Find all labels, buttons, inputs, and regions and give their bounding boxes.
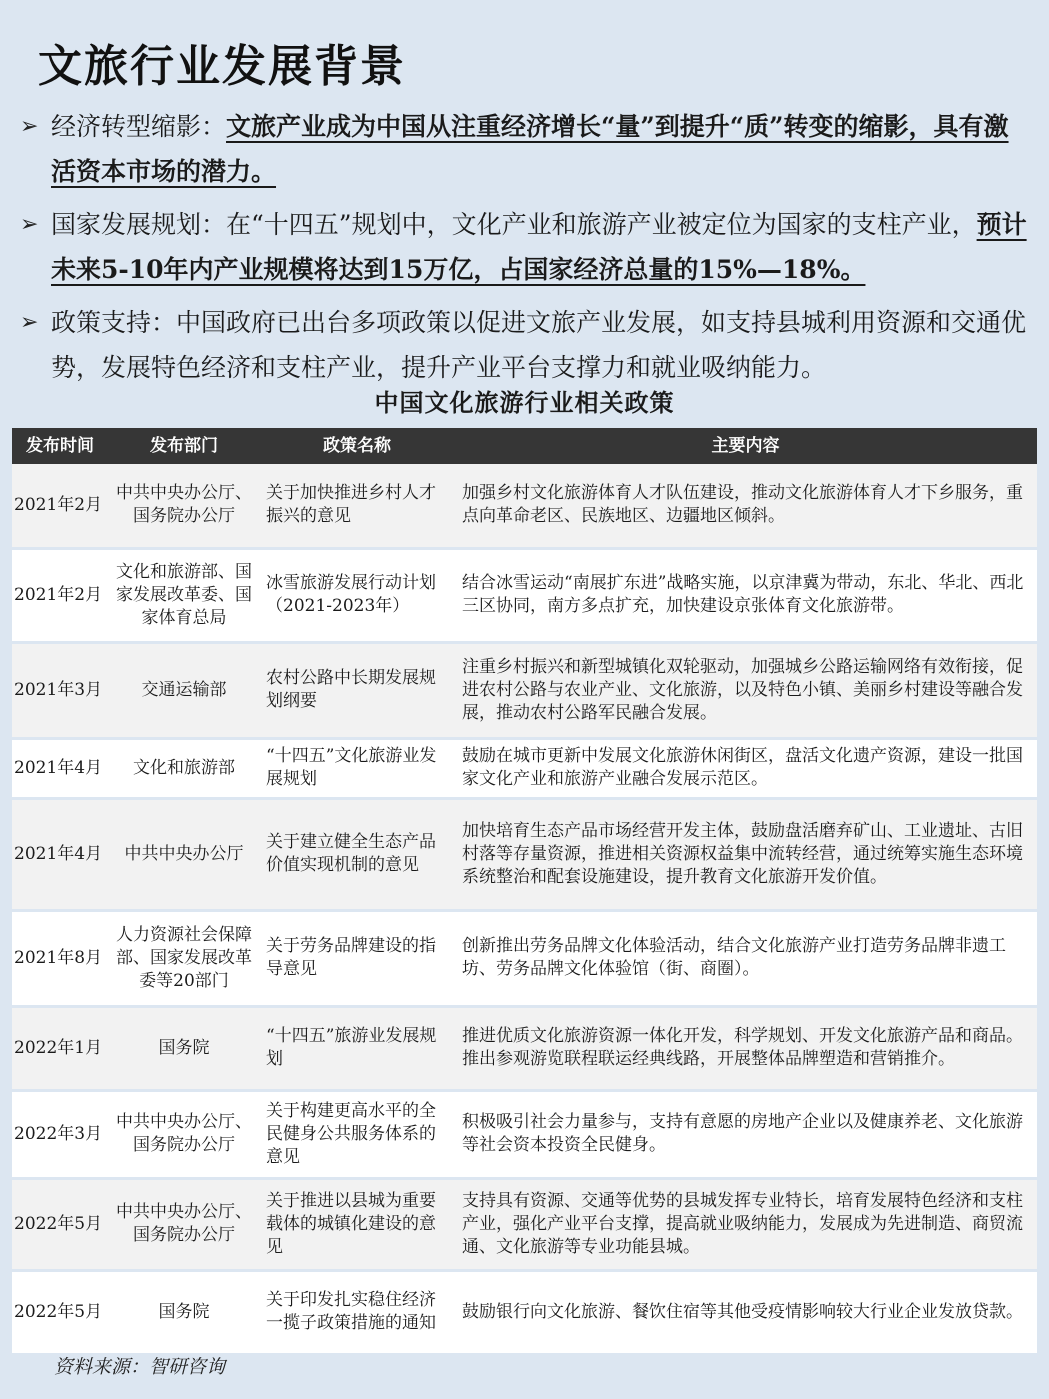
- cell-content: 鼓励在城市更新中发展文化旅游休闲街区，盘活文化遗产资源，建设一批国家文化产业和旅游产业融合发展示范区。: [454, 738, 1037, 798]
- cell-policy-name: 农村公路中长期发展规划纲要: [260, 642, 454, 738]
- table-row: [12, 738, 1037, 798]
- source-note: 资料来源：智研咨询: [54, 1356, 226, 1378]
- cell-date: 2021年8月: [12, 910, 108, 1006]
- cell-date: 2022年5月: [12, 1178, 108, 1270]
- cell-dept: 国务院: [108, 1006, 260, 1090]
- cell-date: 2022年1月: [12, 1006, 108, 1090]
- cell-dept: 文化和旅游部、国家发展改革委、国家体育总局: [108, 548, 260, 642]
- page-title: 文旅行业发展背景: [38, 41, 406, 92]
- cell-policy-name: “十四五”文化旅游业发展规划: [260, 738, 454, 798]
- cell-policy-name: 冰雪旅游发展行动计划（2021-2023年）: [260, 548, 454, 642]
- header-content: 主要内容: [454, 428, 1037, 464]
- table-row: [12, 642, 1037, 738]
- cell-dept: 交通运输部: [108, 642, 260, 738]
- cell-content: 支持具有资源、交通等优势的县城发挥专业特长，培育发展特色经济和支柱产业，强化产业平台支撑，提高就业吸纳能力，发展成为先进制造、商贸流通、文化旅游等专业功能县城。: [454, 1178, 1037, 1270]
- arrow-bullet-icon: ➢: [20, 310, 39, 335]
- cell-dept: 中共中央办公厅: [108, 798, 260, 910]
- table-row: [12, 1178, 1037, 1270]
- cell-content: 加快培育生态产品市场经营开发主体，鼓励盘活磨弃矿山、工业遗址、古旧村落等存量资源，推进相关资源权益集中流转经营，通过统筹实施生态环境系统整治和配套设施建设，提升教育文化旅游开发价值。: [454, 798, 1037, 910]
- table-row: [12, 1090, 1037, 1178]
- table-row: [12, 798, 1037, 910]
- bullet-list: [18, 104, 1028, 398]
- cell-content: 积极吸引社会力量参与，支持有意愿的房地产企业以及健康养老、文化旅游等社会资本投资全民健身。: [454, 1090, 1037, 1178]
- cell-policy-name: 关于印发扎实稳住经济一揽子政策措施的通知: [260, 1270, 454, 1354]
- bullet-emphasis: 预计未来5-10年内产业规模将达到15万亿，占国家经济总量的15%—18%。: [51, 210, 1027, 284]
- policy-table: [12, 428, 1037, 1356]
- cell-date: 2021年2月: [12, 464, 108, 548]
- table-title: 中国文化旅游行业相关政策: [374, 388, 675, 417]
- table-row: [12, 1006, 1037, 1090]
- bullet-label: 政策支持：: [51, 308, 177, 337]
- cell-policy-name: “十四五”旅游业发展规划: [260, 1006, 454, 1090]
- cell-content: 注重乡村振兴和新型城镇化双轮驱动，加强城乡公路运输网络有效衔接，促进农村公路与农业产业、文化旅游，以及特色小镇、美丽乡村建设等融合发展，推动农村公路军民融合发展。: [454, 642, 1037, 738]
- cell-content: 加强乡村文化旅游体育人才队伍建设，推动文化旅游体育人才下乡服务，重点向革命老区、民族地区、边疆地区倾斜。: [454, 464, 1037, 548]
- bullet-policy-support: [18, 300, 1028, 390]
- bullet-text: 在“十四五”规划中，文化产业和旅游产业被定位为国家的支柱产业，: [226, 210, 977, 239]
- header-dept: 发布部门: [108, 428, 260, 464]
- cell-date: 2021年3月: [12, 642, 108, 738]
- bullet-national-plan: [18, 202, 1028, 292]
- bullet-text: 中国政府已出台多项政策以促进文旅产业发展，如支持县城利用资源和交通优势，发展特色经济和支柱产业，提升产业平台支撑力和就业吸纳能力。: [51, 308, 1027, 382]
- bullet-emphasis: 文旅产业成为中国从注重经济增长“量”到提升“质”转变的缩影，具有激活资本市场的潜力。: [51, 112, 1009, 186]
- cell-content: 创新推出劳务品牌文化体验活动，结合文化旅游产业打造劳务品牌非遗工坊、劳务品牌文化体验馆（街、商圈）。: [454, 910, 1037, 1006]
- cell-dept: 中共中央办公厅、国务院办公厅: [108, 1178, 260, 1270]
- table-row: [12, 548, 1037, 642]
- cell-policy-name: 关于加快推进乡村人才振兴的意见: [260, 464, 454, 548]
- header-policy-name: 政策名称: [260, 428, 454, 464]
- cell-dept: 人力资源社会保障部、国家发展改革委等20部门: [108, 910, 260, 1006]
- bullet-economic-transition: [18, 104, 1028, 194]
- cell-content: 推进优质文化旅游资源一体化开发，科学规划、开发文化旅游产品和商品。推出参观游览联程联运经典线路，开展整体品牌塑造和营销推介。: [454, 1006, 1037, 1090]
- cell-policy-name: 关于推进以县城为重要载体的城镇化建设的意见: [260, 1178, 454, 1270]
- table-row: [12, 1270, 1037, 1354]
- cell-policy-name: 关于劳务品牌建设的指导意见: [260, 910, 454, 1006]
- cell-dept: 中共中央办公厅、国务院办公厅: [108, 464, 260, 548]
- bullet-label: 经济转型缩影：: [51, 112, 227, 141]
- cell-date: 2021年4月: [12, 798, 108, 910]
- cell-content: 鼓励银行向文化旅游、餐饮住宿等其他受疫情影响较大行业企业发放贷款。: [454, 1270, 1037, 1354]
- cell-date: 2022年5月: [12, 1270, 108, 1354]
- cell-date: 2021年2月: [12, 548, 108, 642]
- table-row: [12, 464, 1037, 548]
- arrow-bullet-icon: ➢: [20, 114, 39, 139]
- table-header-row: [12, 428, 1037, 464]
- bullet-label: 国家发展规划：: [51, 210, 227, 239]
- cell-dept: 中共中央办公厅、国务院办公厅: [108, 1090, 260, 1178]
- cell-date: 2021年4月: [12, 738, 108, 798]
- cell-policy-name: 关于建立健全生态产品价值实现机制的意见: [260, 798, 454, 910]
- cell-dept: 国务院: [108, 1270, 260, 1354]
- table-row: [12, 910, 1037, 1006]
- cell-policy-name: 关于构建更高水平的全民健身公共服务体系的意见: [260, 1090, 454, 1178]
- cell-date: 2022年3月: [12, 1090, 108, 1178]
- cell-content: 结合冰雪运动“南展扩东进”战略实施，以京津冀为带动，东北、华北、西北三区协同，南方多点扩充，加快建设京张体育文化旅游带。: [454, 548, 1037, 642]
- header-date: 发布时间: [12, 428, 108, 464]
- arrow-bullet-icon: ➢: [20, 212, 39, 237]
- cell-dept: 文化和旅游部: [108, 738, 260, 798]
